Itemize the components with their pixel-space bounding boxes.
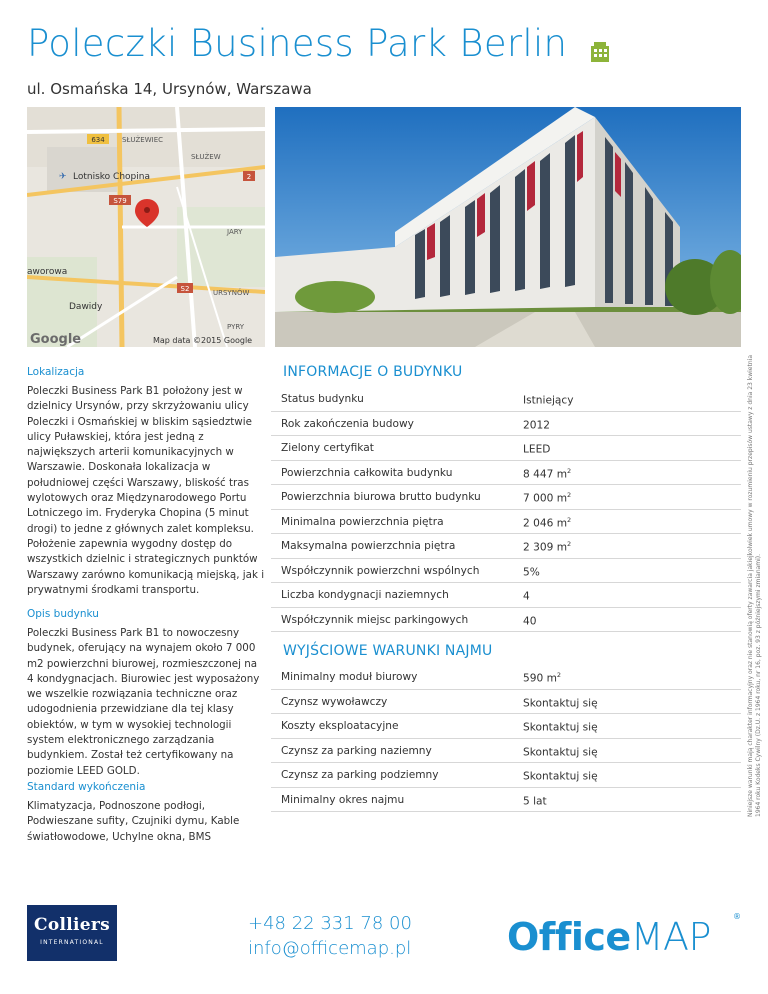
table-row [271,608,741,633]
road-s79-label: S79 [113,197,127,205]
officemap-logo-office: Office [507,915,631,959]
row-value: Skontaktuj się [523,721,598,734]
table-row [271,387,741,412]
location-heading: Lokalizacja [27,366,85,378]
map-label-jary: JARY [227,228,243,236]
map-label-sluzew: SŁUŻEW [191,153,221,161]
map-label-ursynow: URSYNÓW [213,289,250,297]
table-row [271,583,741,608]
row-value: 7 000 m [523,492,568,505]
table-row [271,436,741,461]
unit-superscript: 2 [567,515,572,524]
description-text: Poleczki Business Park B1 to nowoczesny budynek, oferujący na wynajem około 7 000 m2 powierzchni biurowej, rozmieszczonej na 4 kondygnacjach. Biurowiec jest wyposażony we wszelkie rozwiązania techniczne oraz udogodnienia przewidziane dla tej klasy obiektów, w tym w wysokiej technologii system elektronicznego zarządzania budynkiem. Został też certyfikowany na poziomie LEED GOLD. [27,627,260,777]
contact-phone[interactable]: +48 22 331 78 00 [248,913,412,934]
row-value: 4 [523,590,530,603]
building-info-table [271,387,741,632]
row-label: Liczba kondygnacji naziemnych [281,589,449,601]
row-value: 8 447 m [523,468,568,481]
row-label: Powierzchnia całkowita budynku [281,466,453,479]
table-row [271,559,741,584]
row-label: Minimalny moduł biurowy [281,671,418,683]
road-634-label: 634 [91,136,105,144]
unit-superscript: 2 [567,540,572,548]
unit-superscript: 2 [556,671,562,679]
contact-email[interactable]: info@officemap.pl [248,938,412,959]
row-value: LEED [523,443,551,456]
unit-superscript: 2 [567,491,572,499]
row-label: Koszty eksploatacyjne [281,720,399,732]
map-label-sluzewiec: SŁUŻEWIEC [122,136,164,144]
colliers-logo-sub: INTERNATIONAL [40,939,104,946]
rental-terms-table [271,665,741,812]
map-label-airport: Lotnisko Chopina [73,172,150,182]
road-s2-label: S2 [180,285,190,293]
map-label-worowa: aworowa [27,267,68,277]
row-label: Rok zakończenia budowy [281,417,414,430]
row-value: 40 [523,615,537,628]
building-info-heading: INFORMACJE O BUDYNKU [283,364,463,380]
row-value: 2 309 m [523,541,568,554]
registered-mark: ® [733,912,741,921]
colliers-logo [27,905,117,961]
table-row [271,534,741,559]
building-photo [275,107,741,347]
table-row [271,714,741,739]
officemap-logo-map: MAP [630,915,711,959]
page-title: Poleczki Business Park Berlin [27,22,568,65]
row-value: 5 lat [523,795,547,808]
row-label: Współczynnik powierzchni wspólnych [281,564,480,577]
location-text: Poleczki Business Park B1 położony jest w dzielnicy Ursynów, przy skrzyżowaniu ulicy Poleczki i Osmańskiej w bliskim sąsiedztwie ulicy Puławskiej, która jest jedną z największych arterii komunikacyjnych w Warszawie. Doskonała lokalizacja w południowej części Warszawy, bliskość tras wylotowych oraz Międzynarodowego Portu Lotniczego im. Fryderyka Chopina (5 minut drogi) to jedne z głównych zalet kompleksu. Położenie zapewnia wygodny dostęp do wszystkich dzielnic i strategicznych punktów Warszawy zarówno komunikacją miejską, jak i prywatnymi środkami transportu. [27,385,265,596]
row-label: Minimalny okres najmu [281,793,405,806]
row-value: 2012 [523,419,550,432]
table-row [271,461,741,486]
row-value: Skontaktuj się [523,770,598,783]
row-value: Skontaktuj się [523,746,598,759]
map-label-pyry: PYRY [227,323,245,331]
airplane-icon: ✈ [59,172,67,182]
table-row [271,739,741,764]
row-label: Minimalna powierzchnia piętra [281,515,444,528]
address: ul. Osmańska 14, Ursynów, Warszawa [27,80,312,98]
row-label: Powierzchnia biurowa brutto budynku [281,491,481,503]
finish-standard-heading: Standard wykończenia [27,781,146,793]
table-row [271,510,741,535]
row-value: Skontaktuj się [523,697,598,710]
location-map[interactable] [27,107,265,347]
table-row [271,763,741,788]
table-row [271,788,741,813]
unit-superscript: 2 [567,466,572,475]
row-label: Czynsz za parking podziemny [281,769,439,781]
officemap-logo [507,915,711,959]
table-row [271,665,741,690]
row-value: 5% [523,566,540,579]
disclaimer-text: Niniejsze warunki mają charakter informacyjny oraz nie stanowią oferty zawarcia jakiejkolwiek umowy w rozumieniu przepisów ustawy z dnia 23 kwietnia 1964 roku Kodeks Cywilny (Dz.U. z 1964 roku, nr 16, poz. 93 z późniejszymi zmianami). [747,355,762,817]
colliers-logo-name: Colliers [34,915,110,935]
row-label: Współczynnik miejsc parkingowych [281,613,469,626]
table-row [271,690,741,715]
map-attribution[interactable]: Map data ©2015 Google [153,336,253,345]
row-value: 2 046 m [523,517,568,530]
row-value: 590 m [523,672,557,685]
disclaimer [745,347,761,827]
map-label-dawidy: Dawidy [69,302,103,312]
row-value: Istniejący [523,394,574,407]
road-2-label: 2 [246,173,252,181]
rental-terms-heading: WYJŚCIOWE WARUNKI NAJMU [283,643,493,659]
row-label: Czynsz wywoławczy [281,695,388,708]
table-row [271,412,741,437]
row-label: Zielony certyfikat [281,442,374,454]
finish-standard-text: Klimatyzacja, Podnoszone podłogi, Podwieszane sufity, Czujniki dymu, Kable światłowodowe, Uchylne okna, BMS [27,800,240,843]
row-label: Maksymalna powierzchnia piętra [281,540,456,552]
google-logo: Google [30,332,82,347]
row-label: Czynsz za parking naziemny [281,744,432,757]
building-icon [589,41,611,63]
row-label: Status budynku [281,393,364,405]
description-heading: Opis budynku [27,608,99,620]
table-row [271,485,741,510]
